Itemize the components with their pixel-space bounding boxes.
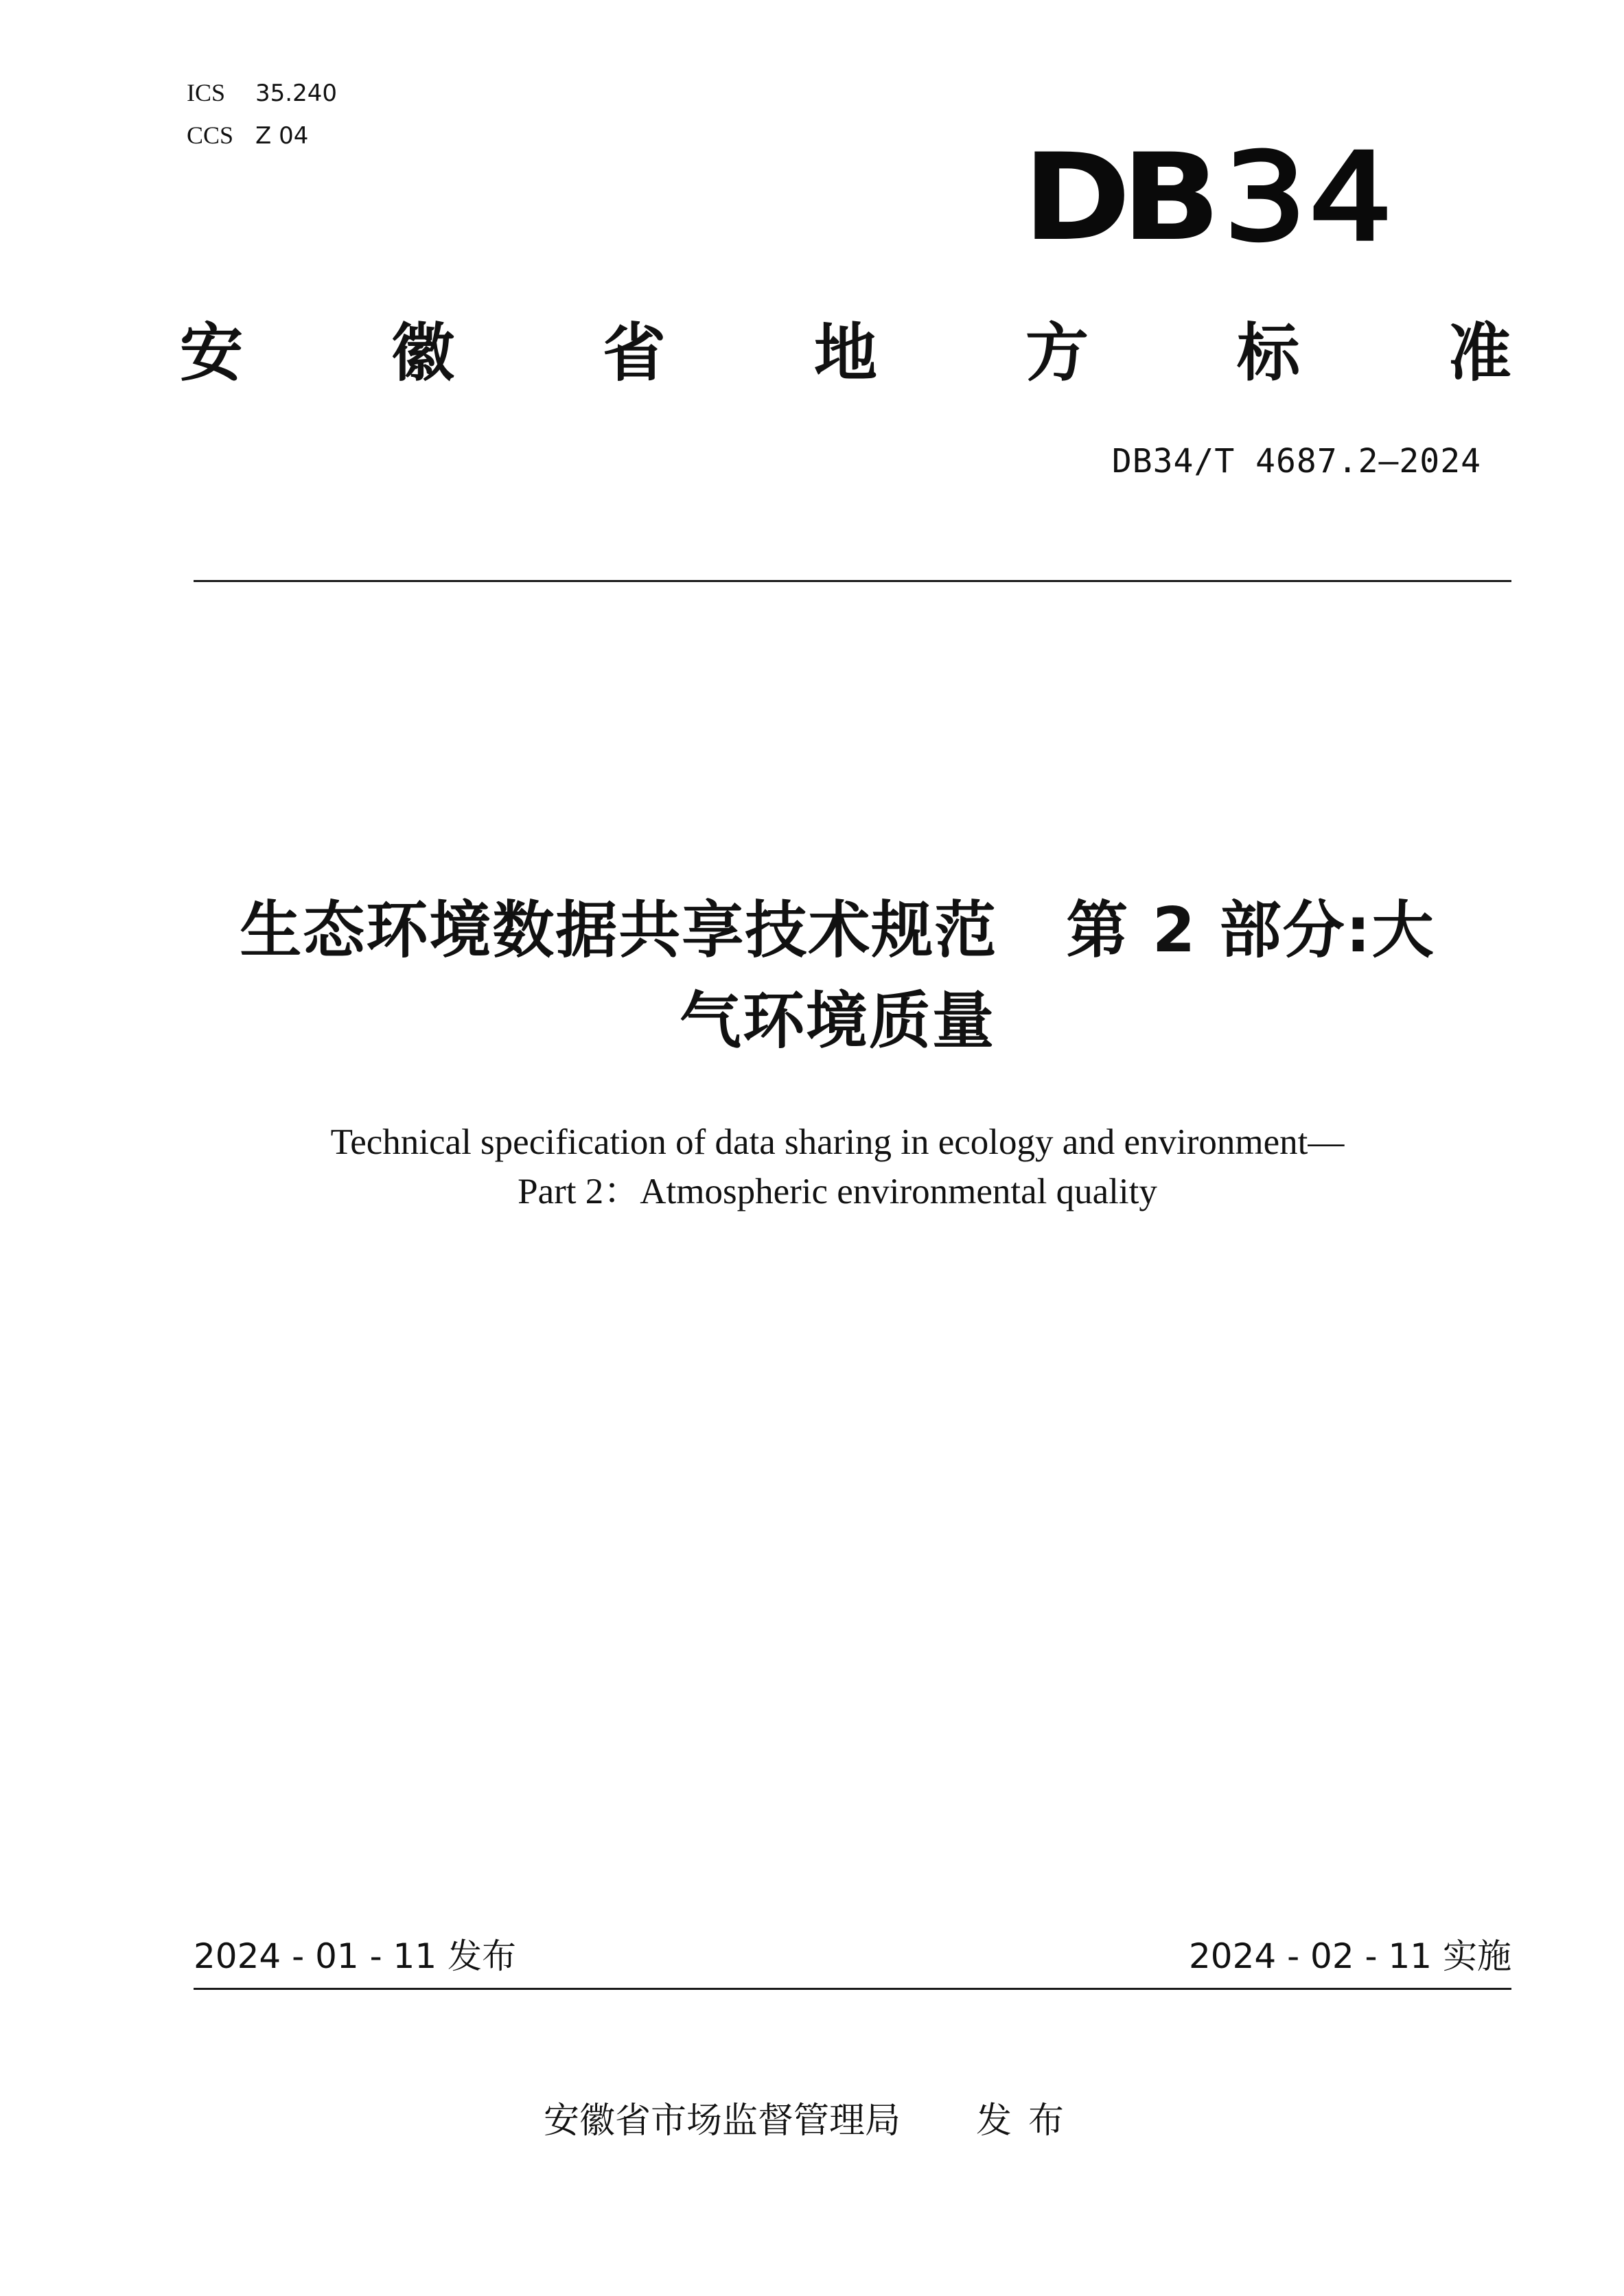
top-divider: [194, 580, 1511, 582]
standard-type-heading: [180, 312, 1511, 395]
ccs-code: [187, 118, 308, 152]
heading-char: 地: [813, 316, 877, 390]
heading-char: 准: [1448, 316, 1511, 390]
issuer-action: 发布: [976, 2100, 1081, 2142]
heading-char: 徽: [391, 316, 454, 390]
issuer-org: 安徽省市场监督管理局: [543, 2100, 901, 2142]
publish-date: 2024 - 01 - 11 发布: [194, 1936, 517, 1976]
title-en-line1: Technical specification of data sharing in ecology and environment—: [330, 1122, 1345, 1162]
heading-char: 标: [1236, 316, 1300, 390]
title-cn-part: 第 2 部分:大: [1066, 894, 1435, 966]
heading-char: 省: [602, 316, 666, 390]
ccs-value: Z 04: [255, 122, 309, 150]
title-en-line2: Part 2：Atmospheric environmental quality: [518, 1172, 1157, 1211]
title-cn-line2: 气环境质量: [680, 985, 995, 1057]
implement-date: 2024 - 02 - 11 实施: [1188, 1936, 1511, 1976]
logo-digits: 34: [1223, 128, 1395, 268]
ics-code: [187, 76, 337, 110]
ics-label: ICS: [187, 79, 226, 106]
ccs-label: CCS: [187, 121, 234, 149]
bottom-divider: [194, 1988, 1511, 1990]
title-cn-line1: [165, 885, 1510, 976]
heading-char: 安: [180, 316, 244, 390]
date-row: [194, 1932, 1511, 1980]
ics-value: 35.240: [255, 80, 337, 107]
heading-char: 方: [1025, 316, 1089, 390]
title-cn-main: 生态环境数据共享技术规范: [240, 894, 998, 966]
issuer-line: [0, 2097, 1624, 2145]
db34-logo: [1023, 128, 1395, 268]
standard-number: DB34/T 4687.2—2024: [1111, 442, 1481, 480]
logo-letters: DB: [1023, 128, 1211, 268]
